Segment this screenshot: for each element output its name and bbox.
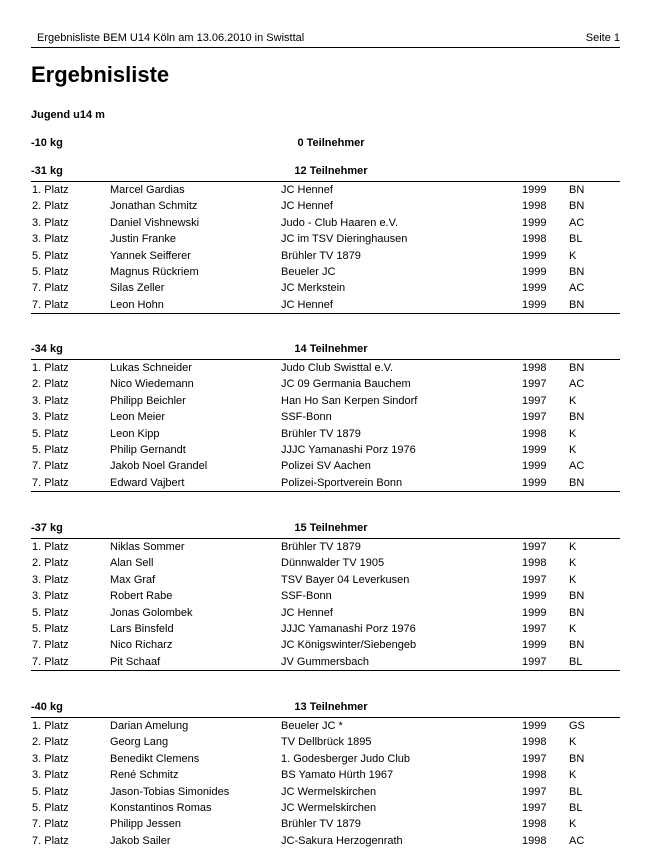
place: 7. Platz [32,834,69,847]
birth-year: 1999 [522,460,547,473]
weight-class-header [31,697,620,718]
region: K [569,622,577,635]
birth-year: 1999 [522,443,547,456]
place: 5. Platz [32,606,69,619]
result-row [31,264,620,280]
weight-class-section [31,133,620,153]
result-row [31,718,620,734]
athlete-name: Leon Kipp [110,427,160,440]
region: BN [569,298,585,311]
birth-year: 1998 [522,200,547,213]
region: K [569,736,577,749]
weight-class-header [31,339,620,360]
place: 7. Platz [32,476,69,489]
place: 3. Platz [32,216,69,229]
place: 3. Platz [32,233,69,246]
place: 5. Platz [32,443,69,456]
athlete-name: Jonas Golombek [110,606,193,619]
athlete-name: Philip Gernandt [110,443,186,456]
header-divider [31,47,620,48]
club: JC Merkstein [281,282,346,295]
club: TSV Bayer 04 Leverkusen [281,573,410,586]
place: 1. Platz [32,720,69,732]
region: AC [569,834,585,847]
club: SSF-Bonn [281,590,332,603]
result-row [31,182,620,198]
result-row [31,654,620,670]
athlete-name: René Schmitz [110,769,179,782]
place: 5. Platz [32,785,69,798]
place: 5. Platz [32,801,69,814]
club: Polizei-Sportverein Bonn [281,476,403,489]
participant-count: 12 Teilnehmer [294,165,368,177]
club: Han Ho San Kerpen Sindorf [281,394,418,407]
club: JC 09 Germania Bauchem [281,378,411,391]
club: Judo Club Swisttal e.V. [281,362,394,374]
result-row [31,767,620,783]
birth-year: 1998 [522,818,547,831]
participant-count: 13 Teilnehmer [294,701,368,713]
club: JV Gummersbach [281,655,370,668]
region: BL [569,785,583,798]
place: 2. Platz [32,557,69,570]
club: JJJC Yamanashi Porz 1976 [281,443,416,456]
weight-class: -34 kg [31,343,63,355]
participant-count: 15 Teilnehmer [294,522,368,534]
region: BN [569,639,585,652]
athlete-name: Magnus Rückriem [110,265,199,278]
region: BL [569,233,583,246]
section-end-divider [31,670,620,671]
place: 3. Platz [32,752,69,765]
birth-year: 1997 [522,541,547,553]
athlete-name: Leon Meier [110,411,166,424]
place: 5. Platz [32,265,69,278]
club: JC Hennef [281,184,333,196]
weight-class-section [31,697,620,849]
club: JC Hennef [281,606,333,619]
result-row [31,409,620,425]
place: 3. Platz [32,769,69,782]
club: JC Hennef [281,200,333,213]
athlete-name: Justin Franke [110,233,177,246]
place: 7. Platz [32,639,69,652]
athlete-name: Daniel Vishnewski [110,216,200,229]
club: JC im TSV Dieringhausen [281,233,408,246]
club: JC Wermelskirchen [281,785,377,798]
club: JC Königswinter/Siebengeb [281,639,417,652]
club: 1. Godesberger Judo Club [281,752,411,765]
place: 7. Platz [32,282,69,295]
result-row [31,280,620,296]
participant-count: 0 Teilnehmer [297,137,365,149]
region: BN [569,411,585,424]
section-end-divider [31,491,620,492]
place: 5. Platz [32,249,69,262]
region: K [569,394,577,407]
birth-year: 1999 [522,606,547,619]
club: Judo - Club Haaren e.V. [281,216,398,229]
region: K [569,557,577,570]
weight-class: -37 kg [31,522,63,534]
club: JC-Sakura Herzogenrath [281,834,403,847]
result-row [31,734,620,750]
region: K [569,818,577,831]
result-row [31,637,620,653]
place: 5. Platz [32,622,69,635]
weight-class-section [31,161,620,314]
place: 2. Platz [32,200,69,213]
weight-class: -40 kg [31,701,63,713]
athlete-name: Yannek Seifferer [110,249,191,262]
result-row [31,198,620,214]
athlete-name: Leon Hohn [110,298,164,311]
birth-year: 1999 [522,720,547,732]
region: K [569,541,577,553]
club: Dünnwalder TV 1905 [281,557,385,570]
result-row [31,248,620,264]
athlete-name: Jakob Sailer [110,834,171,847]
region: GS [569,720,585,732]
athlete-name: Pit Schaaf [110,655,161,668]
athlete-name: Niklas Sommer [110,541,185,553]
athlete-name: Benedikt Clemens [110,752,200,765]
birth-year: 1997 [522,573,547,586]
result-row [31,572,620,588]
result-row [31,475,620,491]
club: JC Hennef [281,298,333,311]
result-row [31,231,620,247]
region: AC [569,282,585,295]
result-row [31,784,620,800]
athlete-name: Edward Vajbert [110,476,185,489]
region: BN [569,590,585,603]
result-row [31,816,620,832]
region: K [569,443,577,456]
region: K [569,769,577,782]
place: 7. Platz [32,818,69,831]
birth-year: 1999 [522,590,547,603]
athlete-name: Lukas Schneider [110,362,192,374]
region: AC [569,460,585,473]
club: Polizei SV Aachen [281,460,371,473]
place: 7. Platz [32,298,69,311]
result-row [31,215,620,231]
club: Brühler TV 1879 [281,818,361,831]
weight-class-header [31,161,620,182]
athlete-name: Jakob Noel Grandel [110,460,208,473]
birth-year: 1998 [522,362,547,374]
result-row [31,458,620,474]
result-row [31,442,620,458]
page-number: Seite 1 [585,32,620,44]
club: JJJC Yamanashi Porz 1976 [281,622,416,635]
region: AC [569,216,585,229]
club: TV Dellbrück 1895 [281,736,372,749]
place: 1. Platz [32,362,69,374]
birth-year: 1998 [522,834,547,847]
result-row [31,360,620,376]
participant-count: 14 Teilnehmer [294,343,368,355]
athlete-name: Konstantinos Romas [110,801,212,814]
place: 3. Platz [32,394,69,407]
region: BL [569,655,583,668]
place: 3. Platz [32,573,69,586]
athlete-name: Nico Wiedemann [110,378,194,391]
region: BN [569,606,585,619]
region: K [569,427,577,440]
athlete-name: Max Graf [110,573,156,586]
region: BN [569,200,585,213]
region: BN [569,752,585,765]
page-title: Ergebnisliste [31,62,170,87]
club: Brühler TV 1879 [281,427,361,440]
birth-year: 1997 [522,622,547,635]
athlete-name: Philipp Beichler [110,394,186,407]
club: BS Yamato Hürth 1967 [281,769,394,782]
birth-year: 1998 [522,233,547,246]
birth-year: 1999 [522,282,547,295]
club: Brühler TV 1879 [281,249,361,262]
place: 1. Platz [32,541,69,553]
region: BN [569,476,585,489]
place: 7. Platz [32,460,69,473]
result-row [31,751,620,767]
region: BN [569,362,585,374]
birth-year: 1997 [522,378,547,391]
athlete-name: Alan Sell [110,557,154,570]
birth-year: 1999 [522,249,547,262]
club: Beueler JC * [281,720,343,732]
club: JC Wermelskirchen [281,801,377,814]
result-row [31,376,620,392]
result-row [31,426,620,442]
place: 3. Platz [32,411,69,424]
region: K [569,573,577,586]
result-row [31,539,620,555]
place: 2. Platz [32,378,69,391]
result-row [31,297,620,313]
result-row [31,605,620,621]
birth-year: 1999 [522,298,547,311]
athlete-name: Marcel Gardias [110,184,185,196]
athlete-name: Nico Richarz [110,639,173,652]
birth-year: 1999 [522,184,547,196]
birth-year: 1999 [522,476,547,489]
place: 3. Platz [32,590,69,603]
result-row [31,393,620,409]
athlete-name: Lars Binsfeld [110,622,174,635]
place: 1. Platz [32,184,69,196]
birth-year: 1998 [522,736,547,749]
club: SSF-Bonn [281,411,332,424]
athlete-name: Georg Lang [110,736,169,749]
region: BN [569,184,585,196]
weight-class: -10 kg [31,137,63,149]
birth-year: 1999 [522,639,547,652]
athlete-name: Darian Amelung [110,720,189,732]
birth-year: 1998 [522,427,547,440]
place: 5. Platz [32,427,69,440]
weight-class-section [31,518,620,671]
athlete-name: Silas Zeller [110,282,165,295]
region: AC [569,378,585,391]
section-end-divider [31,313,620,314]
region: BN [569,265,585,278]
birth-year: 1999 [522,265,547,278]
weight-class-header [31,133,620,153]
club: Brühler TV 1879 [281,541,361,553]
place: 2. Platz [32,736,69,749]
athlete-name: Jason-Tobias Simonides [110,785,230,798]
birth-year: 1997 [522,785,547,798]
birth-year: 1997 [522,752,547,765]
athlete-name: Robert Rabe [110,590,173,603]
result-row [31,621,620,637]
weight-class-header [31,518,620,539]
weight-class: -31 kg [31,165,63,177]
birth-year: 1998 [522,557,547,570]
birth-year: 1997 [522,394,547,407]
birth-year: 1997 [522,411,547,424]
result-row [31,800,620,816]
region: K [569,249,577,262]
page-header [31,30,620,48]
header-title: Ergebnisliste BEM U14 Köln am 13.06.2010 in Swisttal [37,32,305,44]
birth-year: 1997 [522,801,547,814]
birth-year: 1997 [522,655,547,668]
club: Beueler JC [281,265,336,278]
athlete-name: Philipp Jessen [110,818,181,831]
result-row [31,833,620,849]
birth-year: 1998 [522,769,547,782]
region: BL [569,801,583,814]
birth-year: 1999 [522,216,547,229]
age-group-label: Jugend u14 m [31,109,105,121]
result-row [31,588,620,604]
weight-class-section [31,339,620,492]
result-row [31,555,620,571]
athlete-name: Jonathan Schmitz [110,200,198,213]
place: 7. Platz [32,655,69,668]
